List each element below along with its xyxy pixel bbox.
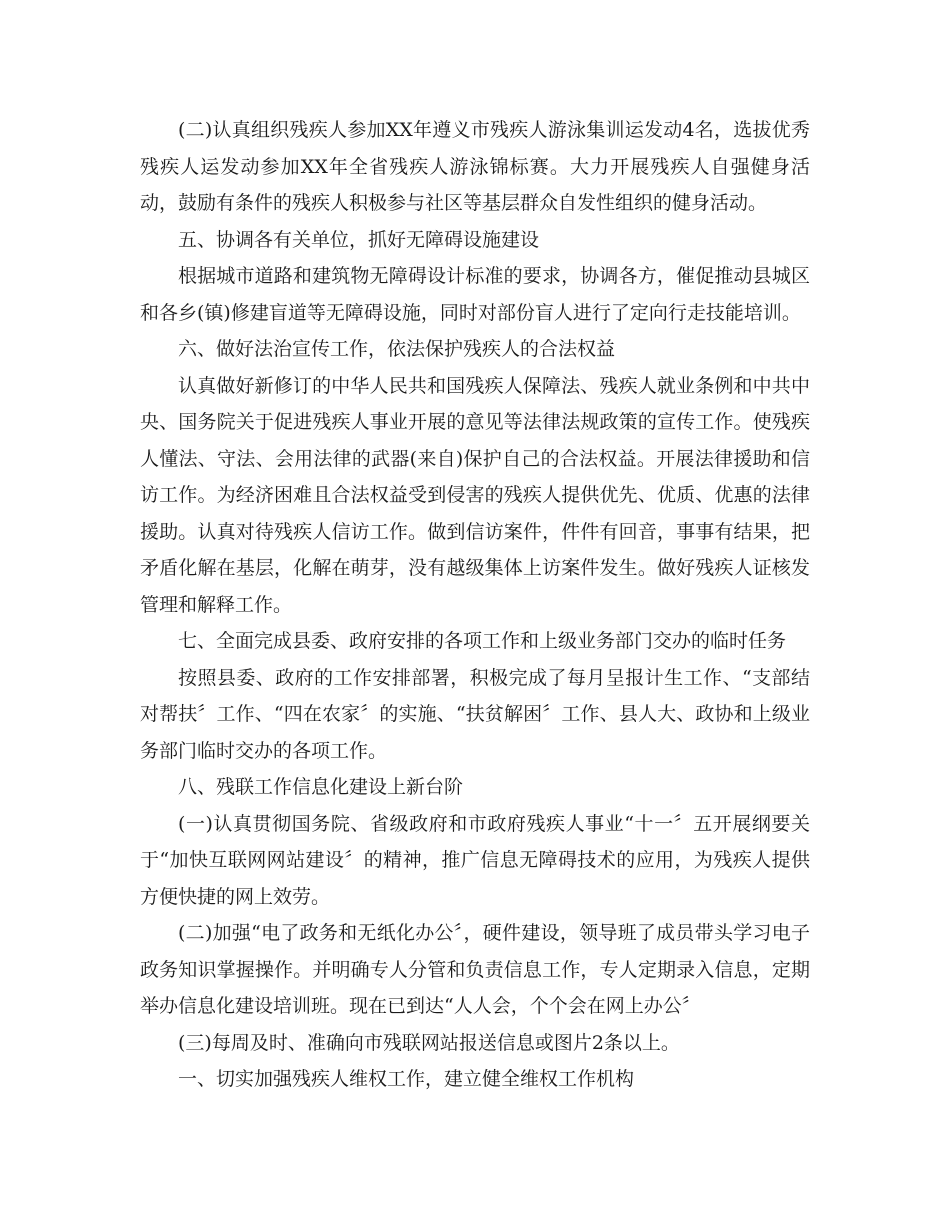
heading-informatization: 八、残联工作信息化建设上新台阶 [178, 776, 464, 798]
heading-accessibility-facilities: 五、协调各有关单位，抓好无障碍设施建设 [178, 228, 540, 251]
document-body [140, 112, 810, 1098]
heading-rights-protection: 一、切实加强残疾人维权工作，建立健全维权工作机构 [178, 1068, 635, 1090]
paragraph-legal-publicity: 认真做好新修订的中华人民共和国残疾人保障法、残疾人就业条例和中共中央、国务院关于促进残疾人事业开展的意见等法律法规政策的宣传工作。使残疾人懂法、守法、会用法律的武器(来自)保护自己的合法权益。开展法律援助和信访工作。为经济困难且合法权益受到侵害的残疾人提供优先、优质、优惠的法律援助。认真对待残疾人信访工作。做到信访案件，件件有回音，事事有结果，把矛盾化解在基层，化解在萌芽，没有越级集体上访案件发生。做好残疾人证核发管理和解释工作。 [140, 374, 810, 616]
paragraph-temporary-tasks: 按照县委、政府的工作安排部署，积极完成了每月呈报计生工作、“支部结对帮扶〞工作、“四在农家〞的实施、“扶贫解困〞工作、县人大、政协和上级业务部门临时交办的各项工作。 [140, 666, 810, 762]
heading-temporary-tasks: 七、全面完成县委、政府安排的各项工作和上级业务部门交办的临时任务 [178, 630, 787, 652]
paragraph-website-construction: (一)认真贯彻国务院、省级政府和市政府残疾人事业“十一〞五开展纲要关于“加快互联网网站建设〞的精神，推广信息无障碍技术的应用，为残疾人提供方便快捷的网上效劳。 [140, 812, 810, 908]
paragraph-e-government: (二)加强“电了政务和无纸化办公〞，硬件建设，领导班了成员带头学习电子政务知识掌握操作。并明确专人分管和负责信息工作，专人定期录入信息，定期举办信息化建设培训班。现在已到达“人人会，个个会在网上办公〞 [140, 922, 810, 1017]
heading-legal-publicity: 六、做好法治宣传工作，依法保护残疾人的合法权益 [178, 338, 616, 360]
paragraph-accessibility-facilities: 根据城市道路和建筑物无障碍设计标准的要求，协调各方，催促推动县城区和各乡(镇)修建盲道等无障碍设施，同时对部份盲人进行了定向行走技能培训。 [140, 265, 810, 324]
paragraph-weekly-reporting: (三)每周及时、准确向市残联网站报送信息或图片2条以上。 [178, 1031, 680, 1054]
paragraph-sports-training: (二)认真组织残疾人参加XX年遵义市残疾人游泳集训运发动4名，选拔优秀残疾人运发动参加XX年全省残疾人游泳锦标赛。大力开展残疾人自强健身活动，鼓励有条件的残疾人积极参与社区等基层群众自发性组织的健身活动。 [140, 119, 810, 214]
